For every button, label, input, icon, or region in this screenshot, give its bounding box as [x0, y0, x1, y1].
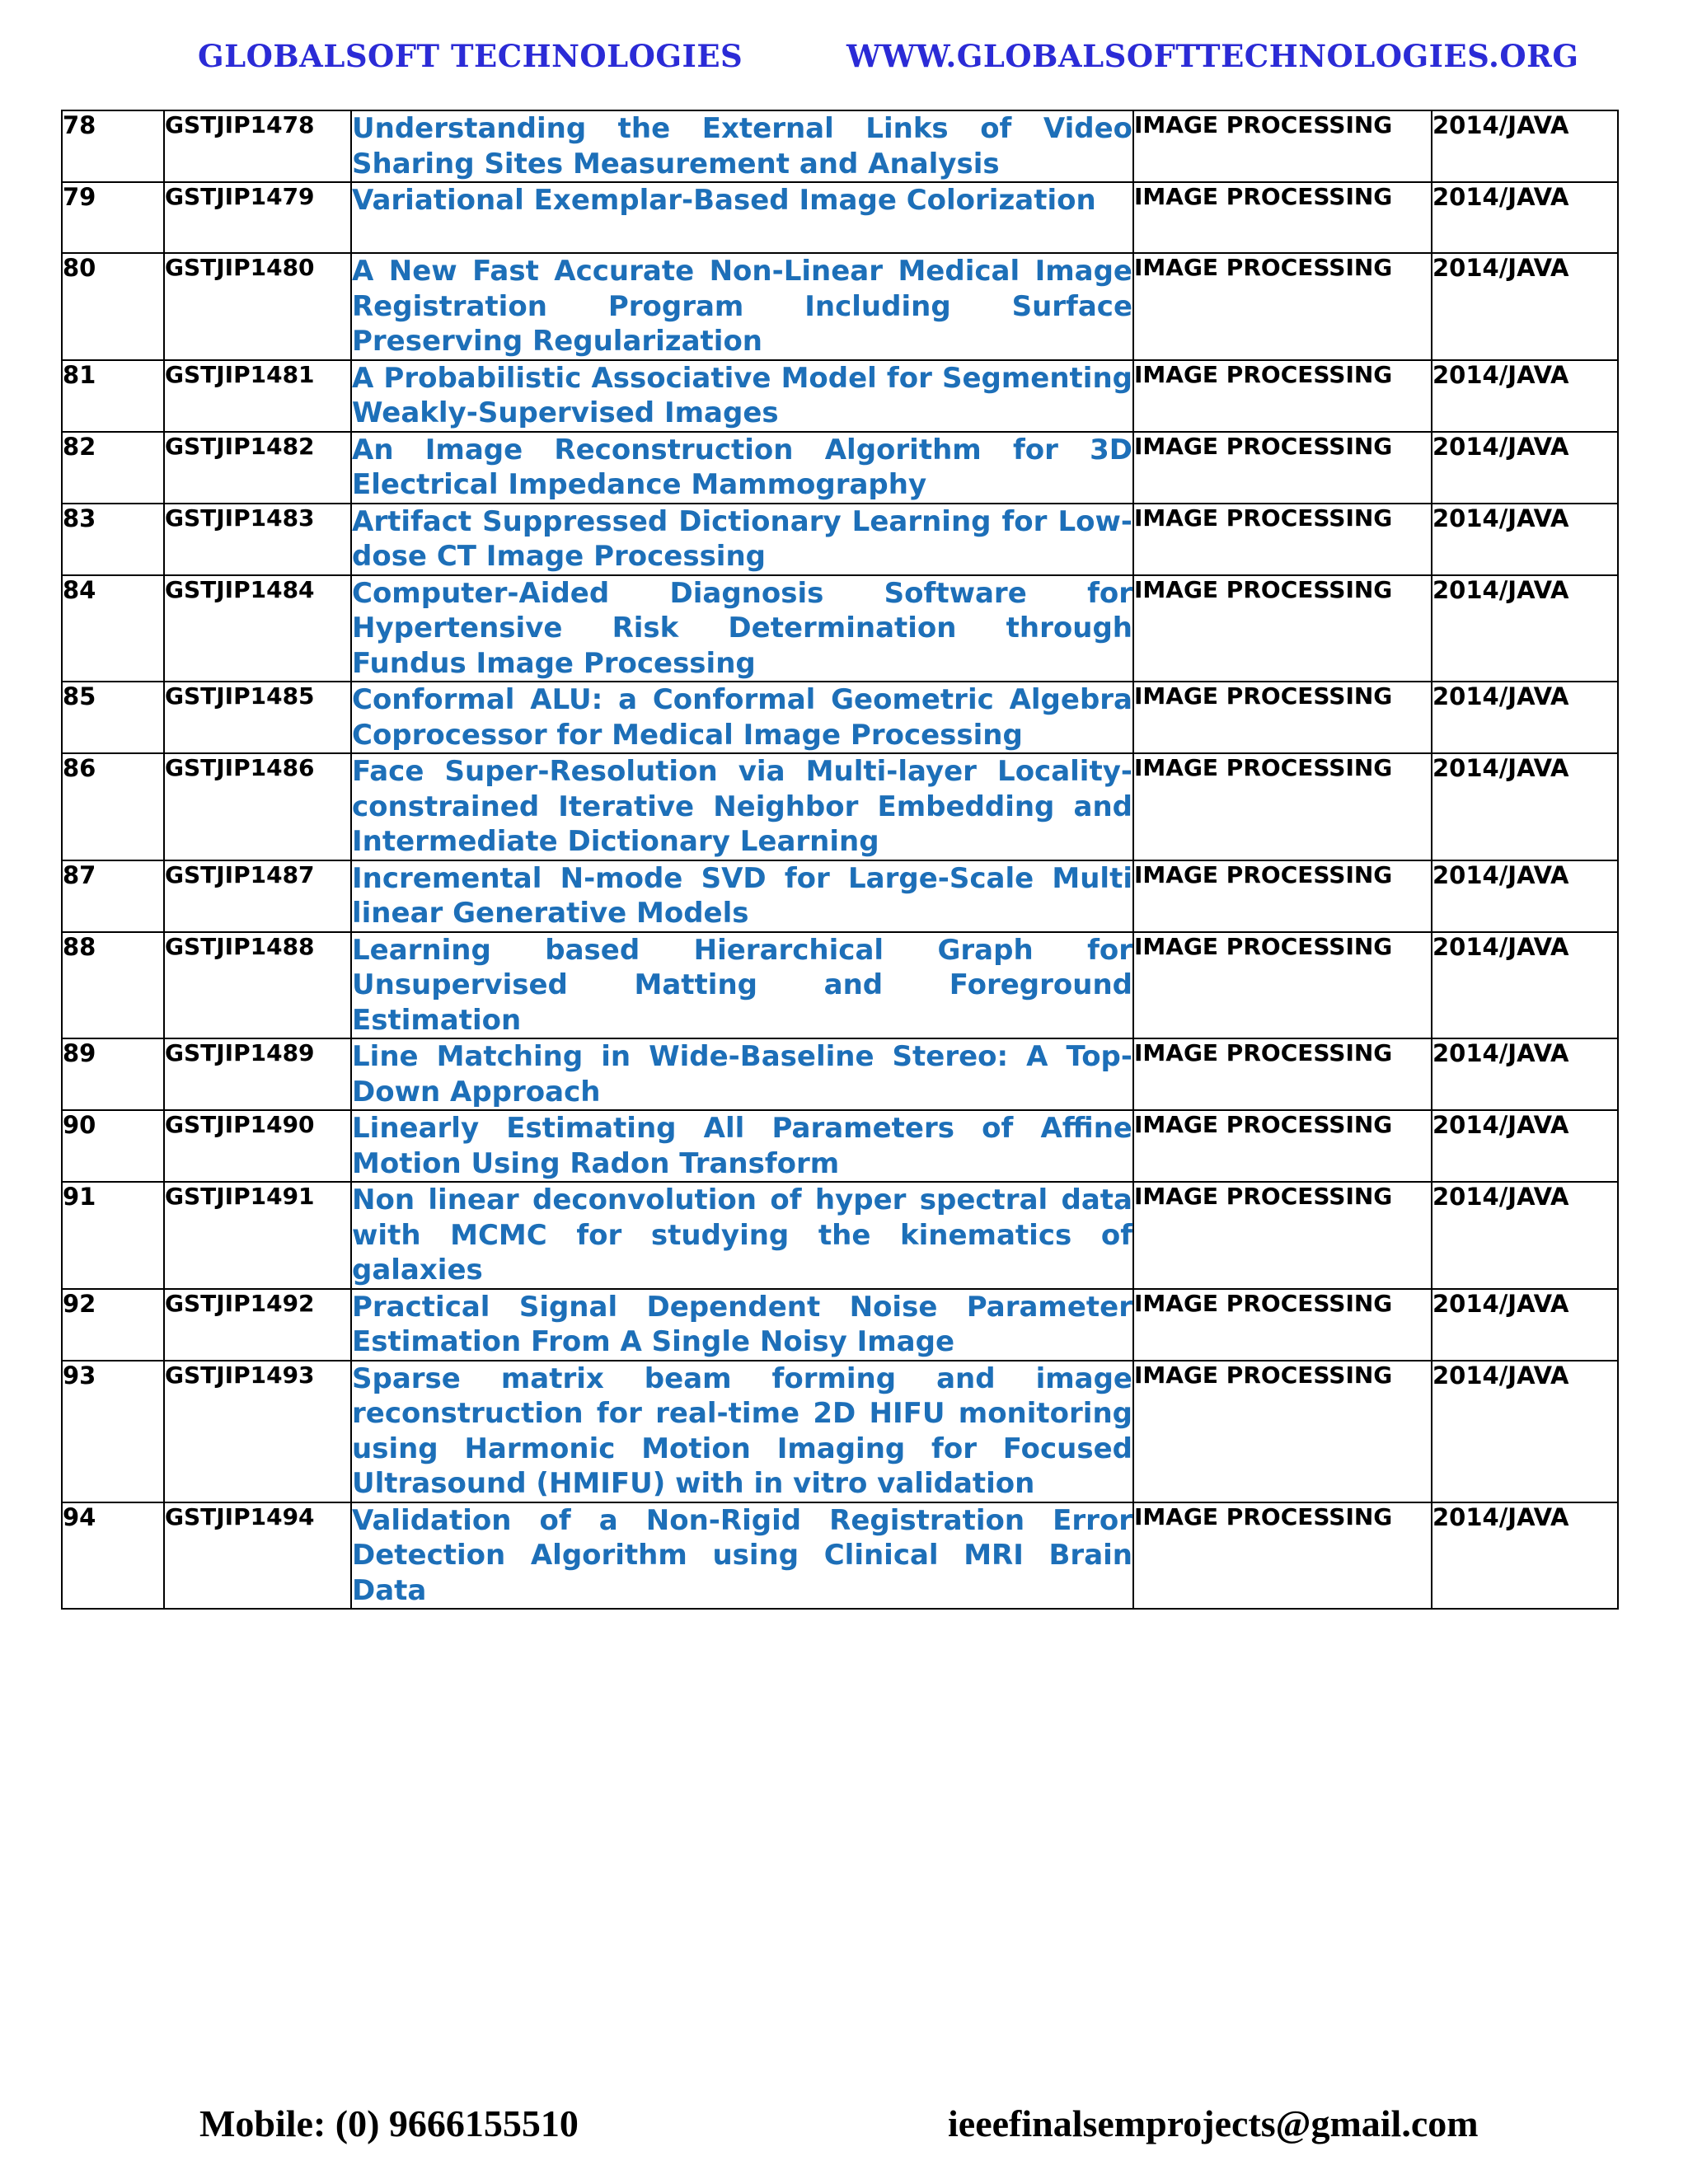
- project-title[interactable]: Non linear deconvolution of hyper spectral data with MCMC for studying the kinematics of galaxies: [351, 1182, 1133, 1289]
- project-year: 2014/JAVA: [1432, 360, 1618, 432]
- project-year: 2014/JAVA: [1432, 110, 1618, 182]
- project-domain: IMAGE PROCESSING: [1133, 110, 1432, 182]
- project-year: 2014/JAVA: [1432, 753, 1618, 860]
- project-title[interactable]: Sparse matrix beam forming and image reconstruction for real-time 2D HIFU monitoring using Harmonic Motion Imaging for Focused Ultrasound (HMIFU) with in vitro validation: [351, 1361, 1133, 1502]
- project-code: GSTJIP1493: [164, 1361, 351, 1502]
- project-year: 2014/JAVA: [1432, 432, 1618, 504]
- table-row: [62, 1361, 1618, 1502]
- table-row: [62, 682, 1618, 753]
- project-code: GSTJIP1480: [164, 253, 351, 360]
- table-row: [62, 1110, 1618, 1182]
- page-header: [0, 38, 1688, 79]
- table-row: [62, 1038, 1618, 1110]
- project-code: GSTJIP1484: [164, 575, 351, 682]
- project-title[interactable]: Artifact Suppressed Dictionary Learning for Low-dose CT Image Processing: [351, 504, 1133, 575]
- project-domain: IMAGE PROCESSING: [1133, 1110, 1432, 1182]
- serial-number: 78: [62, 110, 164, 182]
- website-link[interactable]: WWW.GLOBALSOFTTECHNOLOGIES.ORG: [846, 38, 1579, 74]
- project-domain: IMAGE PROCESSING: [1133, 1182, 1432, 1289]
- project-domain: IMAGE PROCESSING: [1133, 575, 1432, 682]
- table-row: [62, 932, 1618, 1039]
- project-year: 2014/JAVA: [1432, 1289, 1618, 1361]
- project-year: 2014/JAVA: [1432, 860, 1618, 932]
- contact-email[interactable]: ieeefinalsemprojects@gmail.com: [948, 2102, 1479, 2144]
- project-domain: IMAGE PROCESSING: [1133, 182, 1432, 253]
- project-year: 2014/JAVA: [1432, 504, 1618, 575]
- project-year: 2014/JAVA: [1432, 182, 1618, 253]
- project-code: GSTJIP1491: [164, 1182, 351, 1289]
- project-domain: IMAGE PROCESSING: [1133, 1289, 1432, 1361]
- project-year: 2014/JAVA: [1432, 932, 1618, 1039]
- project-domain: IMAGE PROCESSING: [1133, 682, 1432, 753]
- project-year: 2014/JAVA: [1432, 1038, 1618, 1110]
- project-year: 2014/JAVA: [1432, 1361, 1618, 1502]
- project-code: GSTJIP1486: [164, 753, 351, 860]
- project-year: 2014/JAVA: [1432, 1502, 1618, 1610]
- project-title[interactable]: Conformal ALU: a Conformal Geometric Algebra Coprocessor for Medical Image Processing: [351, 682, 1133, 753]
- table-row: [62, 110, 1618, 182]
- serial-number: 88: [62, 932, 164, 1039]
- serial-number: 84: [62, 575, 164, 682]
- table-row: [62, 860, 1618, 932]
- project-title[interactable]: Line Matching in Wide-Baseline Stereo: A Top-Down Approach: [351, 1038, 1133, 1110]
- project-title[interactable]: An Image Reconstruction Algorithm for 3D Electrical Impedance Mammography: [351, 432, 1133, 504]
- project-title[interactable]: Variational Exemplar-Based Image Colorization: [351, 182, 1133, 253]
- serial-number: 79: [62, 182, 164, 253]
- serial-number: 80: [62, 253, 164, 360]
- project-code: GSTJIP1481: [164, 360, 351, 432]
- table-row: [62, 360, 1618, 432]
- serial-number: 89: [62, 1038, 164, 1110]
- project-domain: IMAGE PROCESSING: [1133, 360, 1432, 432]
- project-domain: IMAGE PROCESSING: [1133, 932, 1432, 1039]
- page-footer: [0, 2102, 1688, 2151]
- table-row: [62, 1182, 1618, 1289]
- project-title[interactable]: Practical Signal Dependent Noise Parameter Estimation From A Single Noisy Image: [351, 1289, 1133, 1361]
- serial-number: 90: [62, 1110, 164, 1182]
- project-code: GSTJIP1479: [164, 182, 351, 253]
- serial-number: 93: [62, 1361, 164, 1502]
- table-row: [62, 182, 1618, 253]
- table-row: [62, 504, 1618, 575]
- project-domain: IMAGE PROCESSING: [1133, 253, 1432, 360]
- project-title[interactable]: Learning based Hierarchical Graph for Unsupervised Matting and Foreground Estimation: [351, 932, 1133, 1039]
- serial-number: 94: [62, 1502, 164, 1610]
- company-name: GLOBALSOFT TECHNOLOGIES: [198, 38, 743, 74]
- serial-number: 92: [62, 1289, 164, 1361]
- serial-number: 83: [62, 504, 164, 575]
- table-row: [62, 575, 1618, 682]
- table-row: [62, 753, 1618, 860]
- serial-number: 82: [62, 432, 164, 504]
- project-domain: IMAGE PROCESSING: [1133, 860, 1432, 932]
- project-code: GSTJIP1494: [164, 1502, 351, 1610]
- mobile-number: Mobile: (0) 9666155510: [199, 2102, 579, 2144]
- serial-number: 81: [62, 360, 164, 432]
- project-year: 2014/JAVA: [1432, 1110, 1618, 1182]
- project-domain: IMAGE PROCESSING: [1133, 753, 1432, 860]
- project-code: GSTJIP1482: [164, 432, 351, 504]
- project-year: 2014/JAVA: [1432, 253, 1618, 360]
- project-domain: IMAGE PROCESSING: [1133, 1038, 1432, 1110]
- project-domain: IMAGE PROCESSING: [1133, 1361, 1432, 1502]
- table-row: [62, 1502, 1618, 1610]
- project-title[interactable]: Computer-Aided Diagnosis Software for Hypertensive Risk Determination through Fundus Image Processing: [351, 575, 1133, 682]
- project-domain: IMAGE PROCESSING: [1133, 1502, 1432, 1610]
- serial-number: 86: [62, 753, 164, 860]
- project-title[interactable]: A Probabilistic Associative Model for Segmenting Weakly-Supervised Images: [351, 360, 1133, 432]
- project-title[interactable]: Validation of a Non-Rigid Registration Error Detection Algorithm using Clinical MRI Brain Data: [351, 1502, 1133, 1610]
- serial-number: 91: [62, 1182, 164, 1289]
- project-code: GSTJIP1487: [164, 860, 351, 932]
- project-title[interactable]: A New Fast Accurate Non-Linear Medical Image Registration Program Including Surface Preserving Regularization: [351, 253, 1133, 360]
- project-code: GSTJIP1485: [164, 682, 351, 753]
- project-domain: IMAGE PROCESSING: [1133, 504, 1432, 575]
- project-year: 2014/JAVA: [1432, 575, 1618, 682]
- project-code: GSTJIP1483: [164, 504, 351, 575]
- table-row: [62, 432, 1618, 504]
- project-code: GSTJIP1478: [164, 110, 351, 182]
- serial-number: 85: [62, 682, 164, 753]
- project-domain: IMAGE PROCESSING: [1133, 432, 1432, 504]
- table-row: [62, 253, 1618, 360]
- project-year: 2014/JAVA: [1432, 682, 1618, 753]
- project-year: 2014/JAVA: [1432, 1182, 1618, 1289]
- project-title[interactable]: Linearly Estimating All Parameters of Affine Motion Using Radon Transform: [351, 1110, 1133, 1182]
- table-row: [62, 1289, 1618, 1361]
- project-code: GSTJIP1492: [164, 1289, 351, 1361]
- project-code: GSTJIP1489: [164, 1038, 351, 1110]
- project-title[interactable]: Incremental N-mode SVD for Large-Scale Multi linear Generative Models: [351, 860, 1133, 932]
- project-code: GSTJIP1488: [164, 932, 351, 1039]
- serial-number: 87: [62, 860, 164, 932]
- projects-table: [61, 110, 1619, 1610]
- project-title[interactable]: Understanding the External Links of Video Sharing Sites Measurement and Analysis: [351, 110, 1133, 182]
- project-title[interactable]: Face Super-Resolution via Multi-layer Locality-constrained Iterative Neighbor Embedding and Intermediate Dictionary Learning: [351, 753, 1133, 860]
- project-code: GSTJIP1490: [164, 1110, 351, 1182]
